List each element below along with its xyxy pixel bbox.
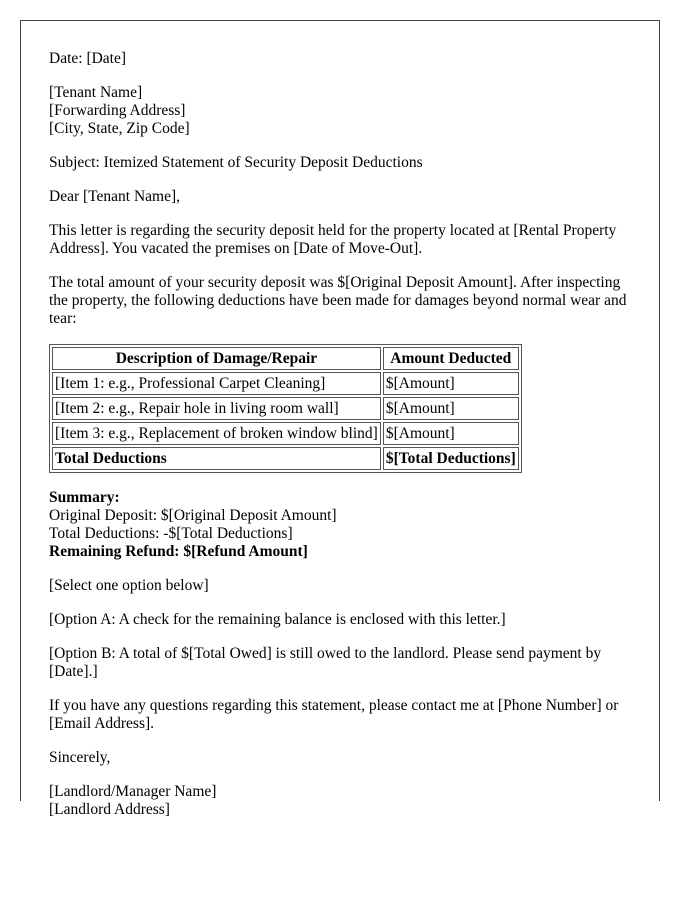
total-value: $[Total Deductions] [383, 447, 519, 470]
option-a: [Option A: A check for the remaining balance is enclosed with this letter.] [49, 611, 506, 628]
deductions-table [49, 344, 522, 473]
recipient-name: [Tenant Name] [49, 84, 143, 101]
letter-body [49, 50, 629, 835]
table-total-row [52, 447, 519, 470]
paragraph-deposit: The total amount of your security deposit was $[Original Deposit Amount]. After inspecting the property, the following deductions have been made for damages beyond normal wear and tear: [49, 274, 627, 327]
signature-name: [Landlord/Manager Name] [49, 783, 217, 800]
signature-address: [Landlord Address] [49, 801, 170, 818]
row-amount: $[Amount] [383, 397, 519, 420]
closing: Sincerely, [49, 749, 111, 766]
summary-block [49, 489, 629, 561]
summary-heading: Summary: [49, 489, 120, 506]
total-label: Total Deductions [52, 447, 381, 470]
table-row [52, 422, 519, 445]
option-b: [Option B: A total of $[Total Owed] is still owed to the landlord. Please send payment by [Date].] [49, 645, 602, 680]
subject-line: Subject: Itemized Statement of Security Deposit Deductions [49, 154, 423, 171]
row-description: [Item 2: e.g., Repair hole in living room wall] [52, 397, 381, 420]
date-line: Date: [Date] [49, 50, 127, 67]
paragraph-property: This letter is regarding the security deposit held for the property located at [Rental Property Address]. You vacated the premises on [Date of Move-Out]. [49, 222, 617, 257]
summary-remaining-refund: Remaining Refund: $[Refund Amount] [49, 543, 308, 560]
row-description: [Item 1: e.g., Professional Carpet Cleaning] [52, 372, 381, 395]
table-header-row [52, 347, 519, 370]
row-amount: $[Amount] [383, 372, 519, 395]
summary-total-deductions: Total Deductions: -$[Total Deductions] [49, 525, 293, 542]
recipient-address: [Forwarding Address] [49, 102, 186, 119]
salutation: Dear [Tenant Name], [49, 188, 181, 205]
row-amount: $[Amount] [383, 422, 519, 445]
signature-block [49, 783, 629, 819]
table-row [52, 372, 519, 395]
header-description: Description of Damage/Repair [52, 347, 381, 370]
recipient-city-state-zip: [City, State, Zip Code] [49, 120, 190, 137]
table-row [52, 397, 519, 420]
row-description: [Item 3: e.g., Replacement of broken window blind] [52, 422, 381, 445]
select-option-note: [Select one option below] [49, 577, 209, 594]
header-amount: Amount Deducted [383, 347, 519, 370]
summary-original-deposit: Original Deposit: $[Original Deposit Amount] [49, 507, 337, 524]
recipient-block [49, 84, 629, 138]
letter-page [20, 20, 660, 818]
questions-paragraph: If you have any questions regarding this statement, please contact me at [Phone Number] or [Email Address]. [49, 697, 619, 732]
